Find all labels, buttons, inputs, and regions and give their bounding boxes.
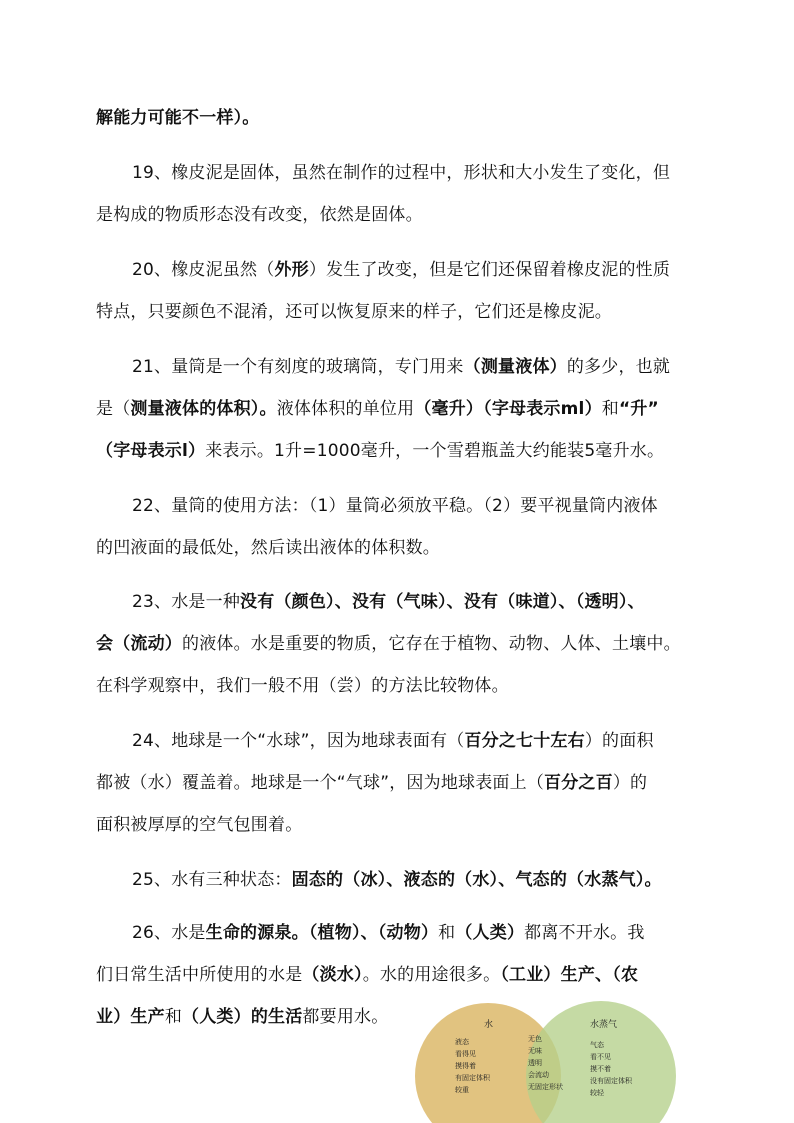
venn-left-title: 水 bbox=[484, 1020, 494, 1030]
venn-item: 无固定形状 bbox=[528, 1083, 563, 1091]
paragraph-19-line-1: 19、橡皮泥是固体，虽然在制作的过程中，形状和大小发生了变化，但 bbox=[132, 163, 671, 183]
venn-item: 摸不着 bbox=[590, 1065, 611, 1073]
venn-right-list bbox=[590, 1039, 632, 1099]
venn-left-list bbox=[455, 1036, 490, 1096]
paragraph-26-line-3: 业）生产和（人类）的生活都要用水。 bbox=[96, 1007, 389, 1027]
venn-item: 会流动 bbox=[528, 1071, 549, 1079]
paragraph-18-tail: 解能力可能不一样）。 bbox=[96, 108, 260, 128]
paragraph-21-line-1: 21、量筒是一个有刻度的玻璃筒，专门用来（测量液体）的多少，也就 bbox=[132, 357, 671, 377]
venn-item: 有固定体积 bbox=[455, 1074, 490, 1082]
venn-item: 看不见 bbox=[590, 1053, 611, 1061]
paragraph-21-line-2: 是（测量液体的体积）。液体体积的单位用（毫升）（字母表示ml）和“升” bbox=[96, 399, 659, 419]
water-venn-diagram bbox=[412, 1000, 696, 1123]
paragraph-23-line-2: 会（流动）的液体。水是重要的物质，它存在于植物、动物、人体、土壤中。 bbox=[96, 634, 681, 654]
venn-item: 较重 bbox=[455, 1086, 469, 1094]
paragraph-24-line-2: 都被（水）覆盖着。地球是一个“气球”，因为地球表面上（百分之百）的 bbox=[96, 773, 648, 793]
venn-item: 无味 bbox=[528, 1047, 542, 1055]
paragraph-20-line-2: 特点，只要颜色不混淆，还可以恢复原来的样子，它们还是橡皮泥。 bbox=[96, 302, 612, 322]
venn-item: 摸得着 bbox=[455, 1062, 476, 1070]
paragraph-21-line-3: （字母表示l）来表示。1升=1000毫升，一个雪碧瓶盖大约能装5毫升水。 bbox=[96, 441, 665, 461]
venn-item: 气态 bbox=[590, 1041, 604, 1049]
venn-item: 没有固定体积 bbox=[590, 1077, 632, 1085]
paragraph-26-line-1: 26、水是生命的源泉。（植物）、（动物）和（人类）都离不开水。我 bbox=[132, 923, 645, 943]
venn-item: 无色 bbox=[528, 1035, 542, 1043]
venn-item: 看得见 bbox=[455, 1050, 476, 1058]
paragraph-20-line-1: 20、橡皮泥虽然（外形）发生了改变，但是它们还保留着橡皮泥的性质 bbox=[132, 260, 671, 280]
paragraph-24-line-1: 24、地球是一个“水球”，因为地球表面有（百分之七十左右）的面积 bbox=[132, 731, 654, 751]
venn-right-title: 水蒸气 bbox=[590, 1020, 618, 1030]
paragraph-24-line-3: 面积被厚厚的空气包围着。 bbox=[96, 815, 303, 835]
paragraph-22-line-1: 22、量筒的使用方法：（1）量筒必须放平稳。（2）要平视量筒内液体 bbox=[132, 496, 658, 516]
paragraph-26-line-2: 们日常生活中所使用的水是（淡水）。水的用途很多。（工业）生产、（农 bbox=[96, 965, 639, 985]
paragraph-19-line-2: 是构成的物质形态没有改变，依然是固体。 bbox=[96, 205, 423, 225]
paragraph-25: 25、水有三种状态：固态的（冰）、液态的（水）、气态的（水蒸气）。 bbox=[132, 870, 662, 890]
venn-item: 较轻 bbox=[590, 1089, 604, 1097]
venn-item: 液态 bbox=[455, 1038, 469, 1046]
paragraph-23-line-1: 23、水是一种没有（颜色）、没有（气味）、没有（味道）、（透明）、 bbox=[132, 592, 645, 612]
venn-item: 透明 bbox=[528, 1059, 542, 1067]
paragraph-23-line-3: 在科学观察中，我们一般不用（尝）的方法比较物体。 bbox=[96, 676, 509, 696]
venn-middle-list bbox=[528, 1033, 563, 1093]
paragraph-22-line-2: 的凹液面的最低处，然后读出液体的体积数。 bbox=[96, 538, 440, 558]
